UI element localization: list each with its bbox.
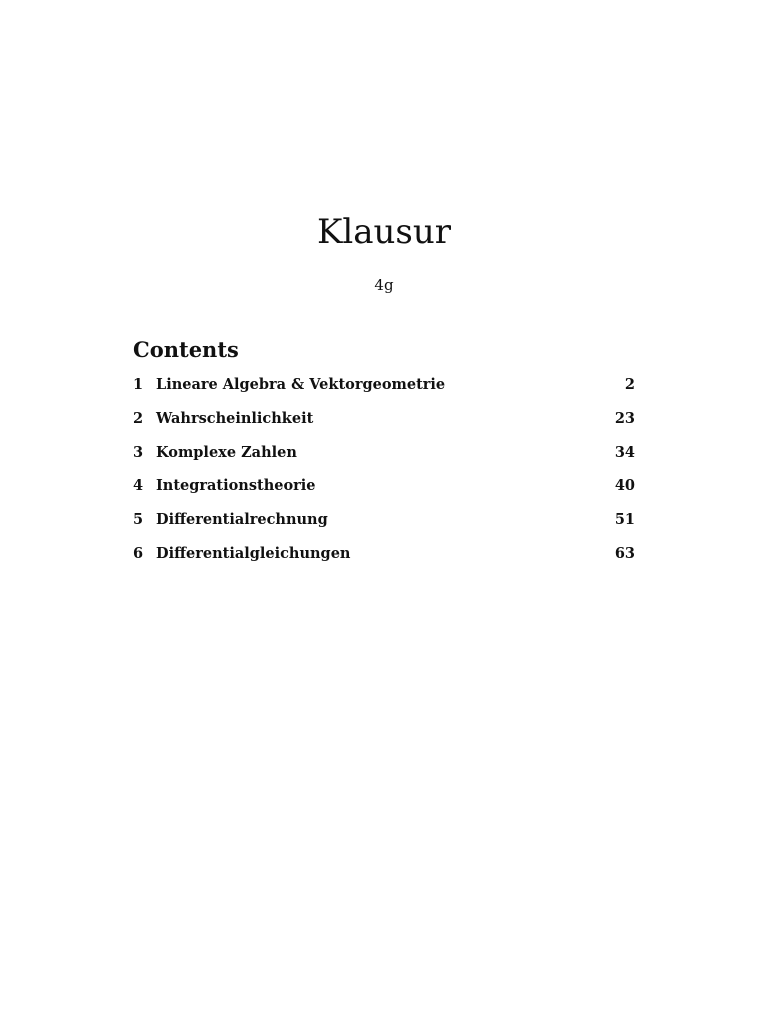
toc-entry-title: Differentialrechnung [156, 511, 328, 529]
toc-entry-number: 2 [133, 409, 144, 427]
toc-entry[interactable] [133, 477, 635, 511]
toc-entry-page: 2 [624, 376, 635, 393]
toc-entry-number: 5 [133, 511, 144, 529]
document-title: Klausur [316, 212, 452, 252]
toc-list [133, 376, 635, 579]
toc-entry-number: 1 [133, 376, 144, 393]
toc-entry-number: 4 [133, 477, 144, 495]
toc-entry-number: 6 [133, 544, 144, 562]
toc-entry-page: 63 [614, 544, 635, 562]
toc-heading: Contents [133, 337, 239, 362]
toc-entry-title: Lineare Algebra & Vektorgeometrie [156, 376, 446, 393]
toc-entry[interactable] [133, 410, 635, 444]
toc-entry[interactable] [133, 545, 635, 579]
toc-entry-page: 51 [614, 511, 635, 529]
toc-entry-title: Integrationstheorie [156, 477, 316, 495]
toc-entry-number: 3 [133, 443, 144, 461]
toc-entry-page: 23 [614, 409, 635, 427]
toc-entry-title: Komplexe Zahlen [156, 443, 297, 461]
toc-entry[interactable] [133, 444, 635, 478]
toc-entry-title: Differentialgleichungen [156, 544, 351, 562]
toc-entry-page: 34 [614, 443, 635, 461]
toc-entry-page: 40 [614, 477, 635, 495]
document-subtitle: 4g [374, 276, 394, 294]
table-of-contents [133, 336, 635, 579]
toc-entry[interactable] [133, 376, 635, 410]
toc-entry[interactable] [133, 511, 635, 545]
toc-entry-title: Wahrscheinlichkeit [156, 409, 314, 427]
